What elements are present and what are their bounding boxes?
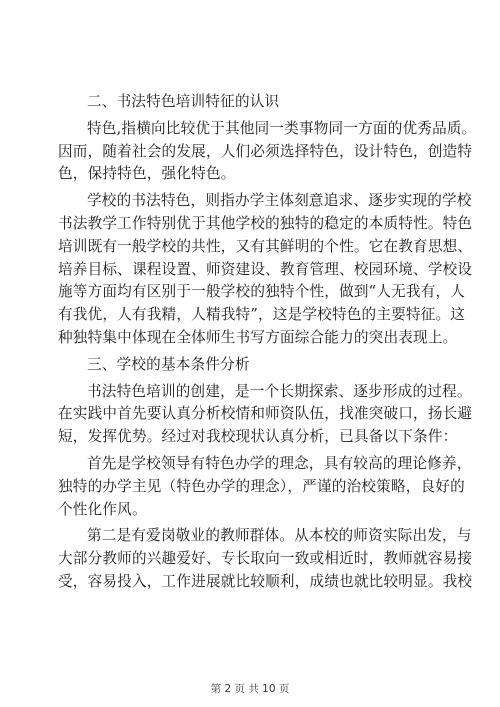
paragraph-line: 色，保持特色，强化特色。 (58, 165, 236, 183)
paragraph-line: 种独特集中体现在全体师生书写方面综合能力的突出表现上。 (58, 328, 458, 346)
paragraph-line: 独特的办学主见（特色办学的理念），严谨的治校策略，良好的 (58, 477, 465, 495)
paragraph-line: 第二是有爱岗敬业的教师群体。从本校的师资实际出发，与 (87, 527, 472, 545)
paragraph (58, 525, 473, 593)
paragraph-line: 施等方面均有区别于一般学校的独特个性，做到“人无我有，人 (58, 283, 466, 301)
paragraph-line: 首先是学校领导有特色办学的理念，具有较高的理论修养， (87, 454, 472, 472)
paragraph-line: 书法特色培训的创建，是一个长期探索、逐步形成的过程。 (87, 382, 472, 400)
paragraph-line: 短，发挥优势。经过对我校现状认真分析，已具备以下条件： (58, 428, 458, 446)
paragraph-line: 特色,指横向比较优于其他同一类事物同一方面的优秀品质。 (87, 119, 477, 137)
paragraph-line: 因而，随着社会的发展，人们必须选择特色，设计特色，创造特 (58, 142, 473, 160)
section-heading (58, 354, 468, 377)
heading-text: 二、书法特色培训特征的认识 (87, 93, 280, 110)
paragraph-line: 书法教学工作特别优于其他学校的独特的稳定的本质特性。特色 (58, 214, 473, 232)
paragraph-line: 个性化作风。 (58, 500, 147, 518)
paragraph (58, 190, 473, 350)
paragraph (58, 453, 472, 521)
paragraph-line: 有我优，人有我精，人精我特”，这是学校特色的主要特征。这 (58, 306, 466, 324)
paragraph-line: 学校的书法特色，则指办学主体刻意追求、逐步实现的学校 (87, 192, 472, 210)
paragraph-line: 大部分教师的兴趣爱好、专长取向一致或相近时，教师就容易接 (58, 550, 473, 568)
paragraph-line: 在实践中首先要认真分析校情和师资队伍，找准突破口，扬长避 (58, 405, 473, 423)
paragraph-line: 培养目标、课程设置、师资建设、教育管理、校园环境、学校设 (58, 260, 473, 278)
paragraph (58, 381, 473, 449)
paragraph-line: 受，容易投入，工作进展就比较顺利，成绩也就比较明显。我校 (58, 572, 473, 590)
document-body (58, 91, 477, 594)
paragraph-line: 培训既有一般学校的共性，又有其鲜明的个性。它在教育思想、 (58, 237, 473, 255)
page-footer (0, 681, 500, 696)
section-heading (58, 91, 468, 114)
page-number: 第 2 页 共 10 页 (210, 683, 290, 695)
paragraph (58, 118, 477, 186)
heading-text: 三、学校的基本条件分析 (87, 355, 250, 373)
